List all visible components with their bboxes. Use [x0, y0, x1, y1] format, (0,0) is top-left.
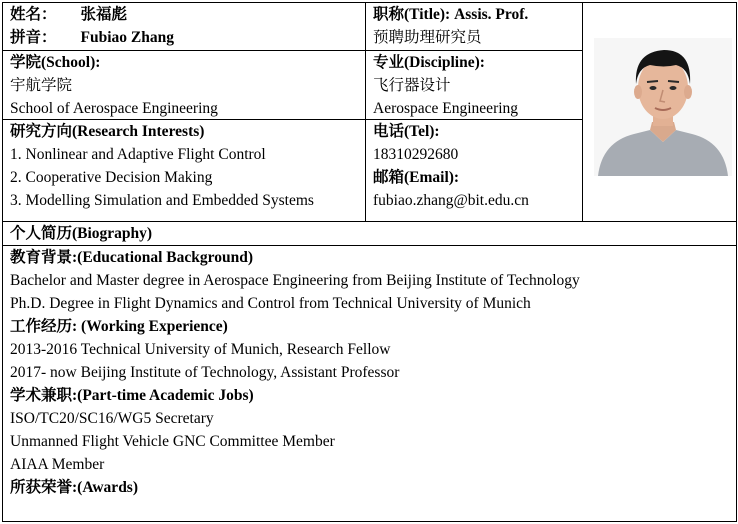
table-border-left [2, 2, 3, 522]
title-cell [373, 3, 528, 49]
discipline-en: Aerospace Engineering [373, 100, 519, 117]
table-rule-col2 [582, 2, 583, 221]
portrait-photo [594, 38, 732, 176]
parttime-item: Unmanned Flight Vehicle GNC Committee Member [10, 433, 335, 450]
title-cn: 预聘助理研究员 [373, 29, 482, 46]
school-label: 学院(School): [10, 54, 101, 71]
profile-table [2, 2, 737, 522]
tel-value: 18310292680 [373, 146, 459, 163]
name-cell [10, 3, 174, 49]
name-line [10, 3, 174, 26]
research-label: 研究方向(Research Interests) [10, 123, 205, 140]
pinyin-value: Fubiao Zhang [80, 29, 174, 46]
school-cell [10, 51, 218, 120]
school-en: School of Aerospace Engineering [10, 100, 218, 117]
discipline-cn: 飞行器设计 [373, 77, 451, 94]
research-item: 3. Modelling Simulation and Embedded Systems [10, 192, 314, 209]
email-value: fubiao.zhang@bit.edu.cn [373, 192, 529, 209]
name-label: 姓名： [10, 6, 57, 23]
portrait-illustration [594, 38, 732, 176]
table-rule-col1 [365, 2, 366, 221]
school-cn: 宇航学院 [10, 77, 73, 94]
education-label: 教育背景:(Educational Background) [10, 249, 254, 266]
research-item: 1. Nonlinear and Adaptive Flight Control [10, 146, 266, 163]
title-value: Assis. Prof. [454, 6, 529, 23]
biography-heading-cell [10, 222, 152, 245]
education-item: Ph.D. Degree in Flight Dynamics and Control from Technical University of Munich [10, 295, 531, 312]
pinyin-label: 拼音： [10, 29, 57, 46]
table-border-right [736, 2, 737, 522]
name-value: 张福彪 [80, 6, 128, 23]
biography-heading: 个人简历(Biography) [10, 225, 153, 242]
awards-label: 所获荣誉:(Awards) [10, 479, 139, 496]
parttime-item: AIAA Member [10, 456, 105, 473]
parttime-label: 学术兼职:(Part-time Academic Jobs) [10, 387, 254, 404]
biography-body [10, 246, 580, 499]
research-cell [10, 120, 314, 212]
tel-label: 电话(Tel): [373, 123, 440, 140]
research-item: 2. Cooperative Decision Making [10, 169, 213, 186]
parttime-item: ISO/TC20/SC16/WG5 Secretary [10, 410, 214, 427]
work-label: 工作经历: (Working Experience) [10, 318, 228, 335]
title-line [373, 3, 528, 26]
email-label: 邮箱(Email): [373, 169, 460, 186]
pinyin-line [10, 26, 174, 49]
title-label: 职称(Title): [373, 6, 451, 23]
discipline-label: 专业(Discipline): [373, 54, 485, 71]
work-item: 2013-2016 Technical University of Munich, Research Fellow [10, 341, 391, 358]
contact-cell [373, 120, 529, 212]
education-item: Bachelor and Master degree in Aerospace Engineering from Beijing Institute of Technology [10, 272, 580, 289]
discipline-cell [373, 51, 518, 120]
table-border-bottom [2, 521, 737, 522]
work-item: 2017- now Beijing Institute of Technology, Assistant Professor [10, 364, 400, 381]
